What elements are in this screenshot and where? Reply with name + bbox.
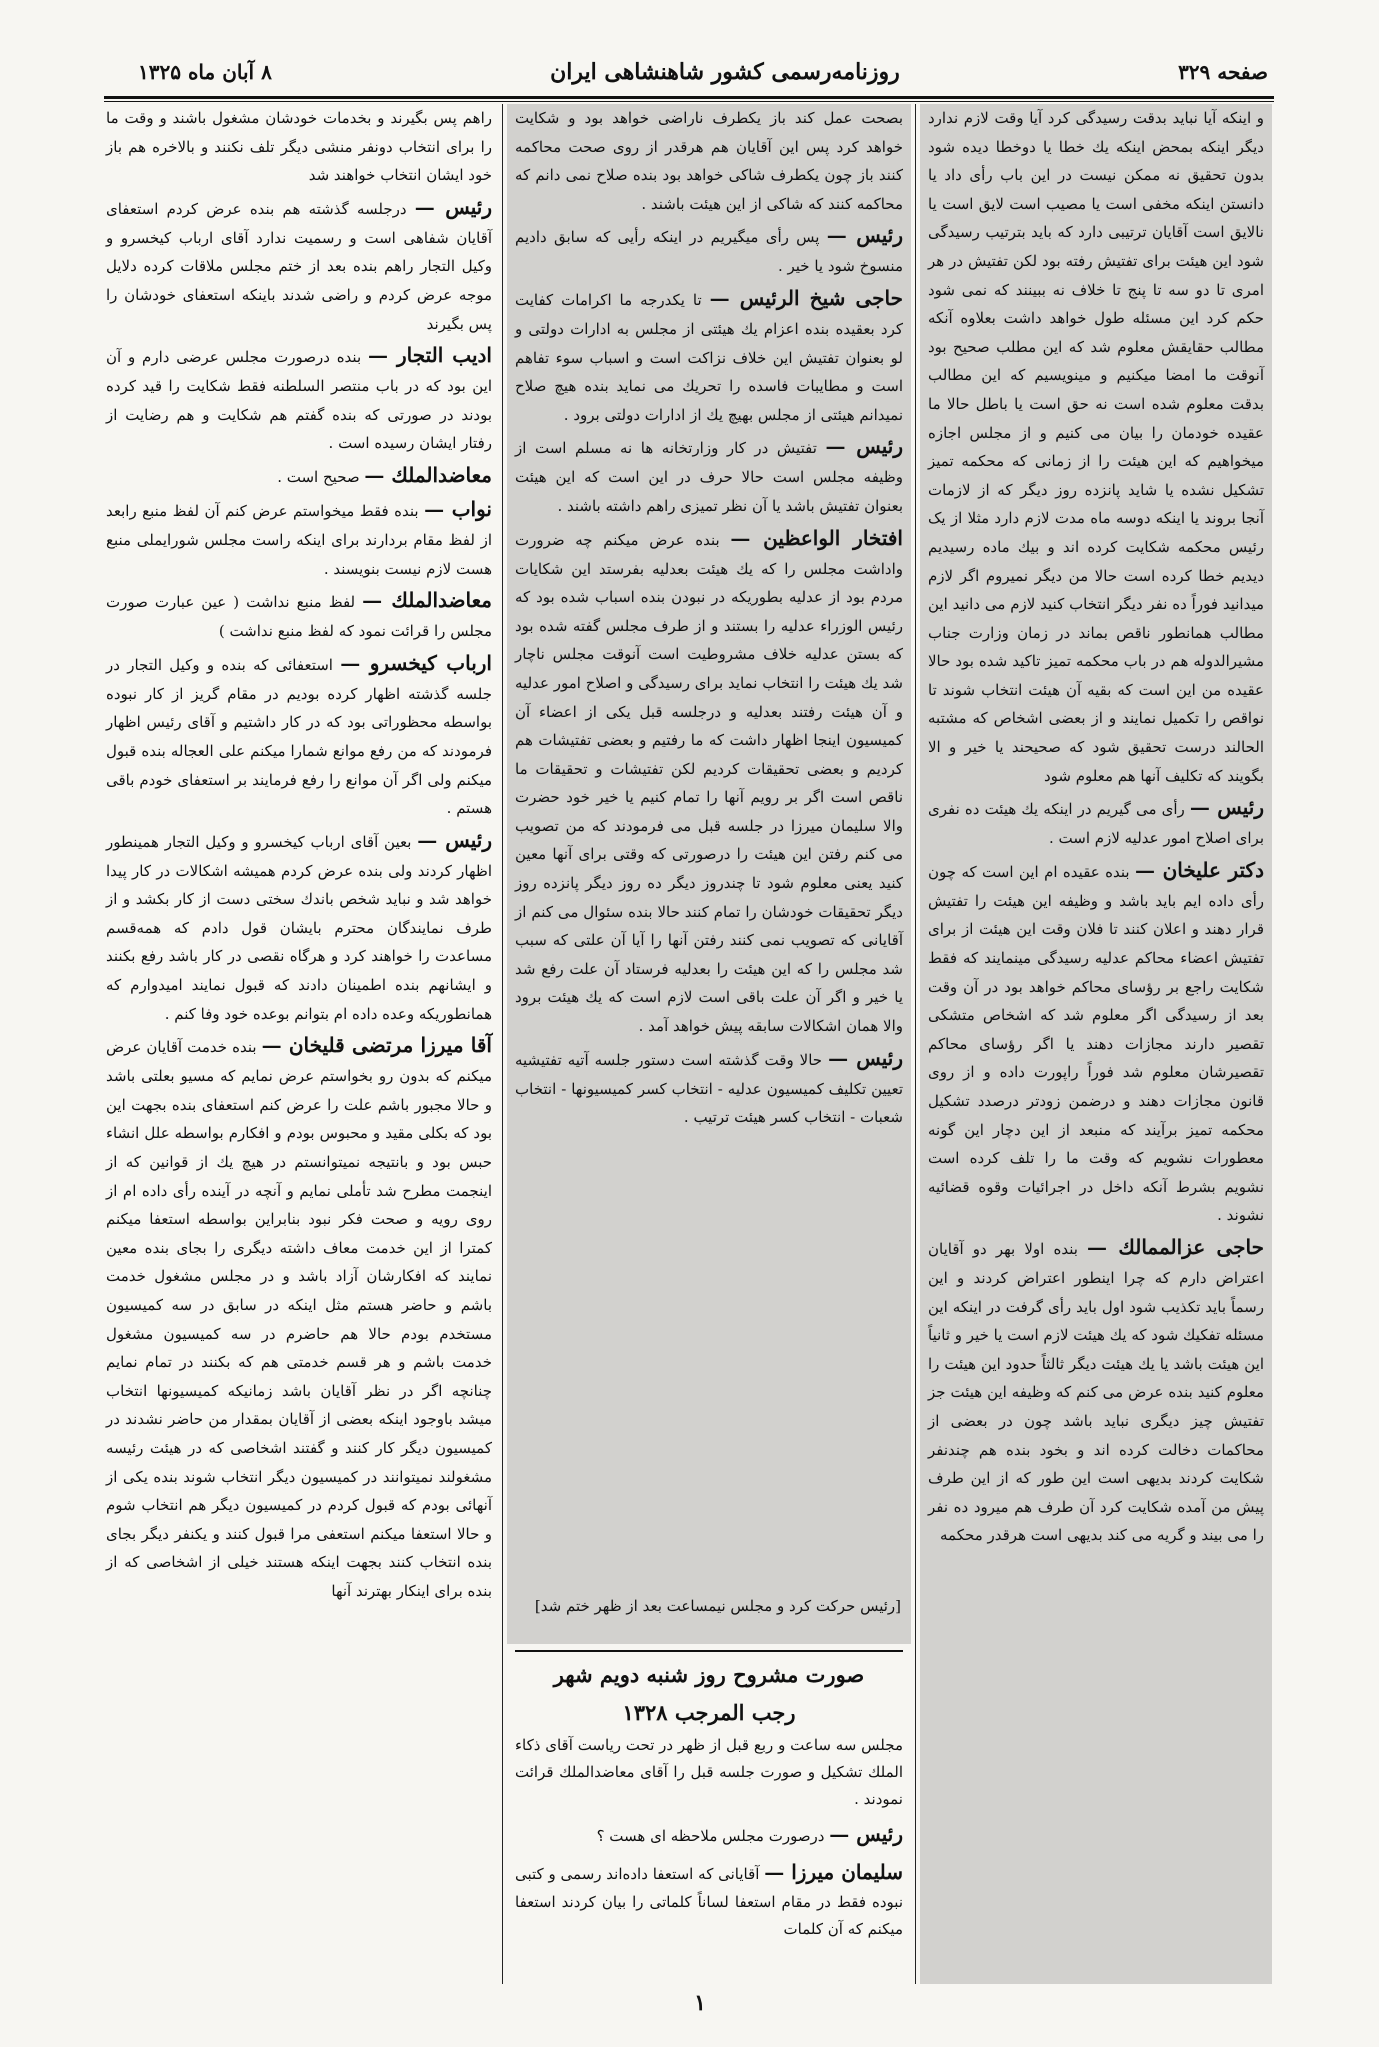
- speaker-paragraph: [515, 429, 903, 520]
- speaker-name: معاضدالملك —: [364, 462, 492, 487]
- speaker-paragraph: [106, 1028, 492, 1605]
- session-end-note: [رئیس حرکت کرد و مجلس نیمساعت بعد از ظهر ختم شد]: [507, 1594, 911, 1644]
- speech-text: بنده اولا بهر دو آقایان اعتراض دارم که چرا اینطور اعتراض کردند و این رسماً باید تکذیب شود اول باید رأی گرفت در اینکه این مسئله تفکیك شود که یك هیئت لازم است یا خیر و ثانیاً این هیئت باشد یا یك هیئت دیگر ثالثاً حدود این هیئت را معلوم کنید بنده عرض می کنم که وظیفه این هیئت جز تفتیش چیز دیگری نباید باشد چون در بعضی از محاکمات دخالت کرده اند و بخود بنده هم چندنفر شکایت کردند بدیهی است این طور که از این طرف پیش من آمده شکایت کرد آن طرف هم میرود ده نفر را می بیند و گریه می کند بدیهی است هرقدر محکمه: [928, 1239, 1264, 1545]
- speaker-paragraph: [515, 1817, 903, 1851]
- speaker-paragraph: [106, 823, 492, 1029]
- paragraph: راهم پس بگیرند و بخدمات خودشان مشغول باشند و وقت ما را برای انتخاب دونفر منشی دیگر تلف نکنند و بالاخره هم باز خود ایشان انتخاب خواهند شد: [106, 109, 492, 185]
- speech-text: بنده عقیده ام این است که چون رأی داده ایم باید باشد و وظیفه این هیئت را تفتیش قرار دهند و اعلان کنند تا فلان وقت این هیئت از برای تفتیش اعضاء محاکم عدلیه رسیدگی مینمایند که فقط شکایت راجع بر رؤسای محاکم خواهد بود در آن وقت بعد از رسیدگی اگر معلوم شد که اشخاص متشکی تقصیر دارند مجازات دهند یا اگر رؤسای محاکم تقصیرشان معلوم شد فوراً راپورت داده و از روی قانون مجازات دهند و درضمن زودتر درصدد تشکیل محکمه تمیز برآیند که منبعد از این دچار این گونه معطورات نشویم که وقت ما را تلف کرده است نشویم بشرط آنکه داخل در اجرائیات وقوه قضائیه نشوند .: [928, 862, 1264, 1225]
- speaker-paragraph: [928, 853, 1264, 1230]
- speech-text: پس رأی میگیریم در اینکه رأیی که سابق دادیم منسوخ شود یا خیر .: [515, 228, 903, 276]
- column-middle: [507, 104, 911, 1644]
- speaker-name: رئیس —: [829, 1822, 903, 1846]
- speech-text: بنده درصورت مجلس عرضی دارم و آن این بود که در باب منتصر السلطنه فقط شکایت را قید کرده بودند در صورتی که بنده گفتم هم شکایت و هم رضایت از رفتار ایشان رسیده است .: [106, 348, 492, 453]
- speaker-name: حاجی عزالممالك —: [1087, 1234, 1264, 1259]
- speaker-name: رئیس —: [826, 223, 903, 248]
- paragraph: مجلس سه ساعت و ربع قبل از ظهر در تحت ریاست آقای ذکاء الملك تشکیل و صورت جلسه قبل را آقای معاضدالملك قرائت نمودند .: [515, 1736, 903, 1808]
- speaker-name: حاجی شیخ الرئیس —: [709, 285, 903, 310]
- speech-text: صحیح است .: [277, 467, 360, 486]
- session-transcript-box: [507, 1650, 911, 1984]
- speaker-paragraph: [515, 218, 903, 281]
- speaker-paragraph: [106, 646, 492, 823]
- column-right: [920, 104, 1272, 1984]
- speaker-paragraph: [106, 190, 492, 338]
- session-title-line1: صورت مشروح روز شنبه دویم شهر: [553, 1662, 865, 1687]
- speech-text: بنده خدمت آقایان عرض میکنم که بدون رو بخواستم عرض نمایم که مسیو بعلتی باشد و حالا مجبور باشم علت را عرض کنم استعفای بنده بجهت این بود که بکلی مقید و محبوس بودم و افکارم بواسطه علل انشاء حبس بود و بانتیجه نمیتوانستم در هیچ یك از قوانین که از اینجمت مطرح شد تأملی نمایم و آنچه در آینده رأی داده ام از روی رویه و صحت فکر نبود بنابراین بواسطه استعفا میکنم کمترا از این خدمت معاف داشته دیگری را بجای بنده معین نمایند که افکارشان آزاد باشد و در مجلس مشغول خدمت باشم و حاضر هستم مثل اینکه در سابق در سه کمیسیون مستخدم بودم حالا هم حاضرم در سه کمیسیون مشغول خدمت باشم و هر قسم خدمتی هم که بکنند در تمام نمایم چنانچه اگر در نظر آقایان باشد زمانیکه کمیسیونها انتخاب میشد باوجود اینکه بعضی از آقایان بمقدار من حاضر نشدند در کمیسیون دیگر کار کنند و گفتند اشخاصی که در هیئت رئیسه مشغولند نمیتوانند در کمیسیون دیگر انتخاب شوند بنده یکی از آنهائی بودم که قبول کردم در کمیسیون دیگر هم انتخاب شوم و حالا استعفا میکنم استعفی مرا قبول کنند و یکنفر دیگر بجای بنده انتخاب کنند بجهت اینکه هستند خیلی از اشخاصی که از بنده برای اینکار بهترند آنها: [106, 1038, 492, 1600]
- speaker-paragraph: [515, 281, 903, 429]
- speaker-paragraph: [106, 583, 492, 646]
- speech-text: درصورت مجلس ملاحظه ای هست ؟: [596, 1827, 825, 1845]
- speaker-name: رئیس —: [414, 194, 492, 219]
- paragraph: بصحت عمل کند باز یکطرف ناراضی خواهد بود و شکایت خواهد کرد پس این آقایان هم هرقدر از روی صحت محاکمه کنند باز چون یکطرف شاکی خواهد بود بنده صلاح نمی دانم که محاکمه کنند که شاکی از این هیئت باشند .: [515, 109, 903, 213]
- speech-text: بنده فقط میخواستم عرض کنم آن لفظ منبع رابعد از لفظ مقام بردارند برای اینکه راست مجلس شورایملی منبع هست لازم نیست بنویسند .: [106, 501, 492, 578]
- speaker-name: ادیب التجار —: [367, 343, 492, 368]
- session-title-line2: رجب المرجب ۱۳۲۸: [622, 1700, 796, 1725]
- speaker-name: آقا میرزا مرتضی قلیخان —: [261, 1033, 492, 1058]
- speaker-name: رئیس —: [825, 434, 903, 459]
- speech-text: بعین آقای ارباب کیخسرو و وکیل التجار همینطور اظهار کردند ولی بنده عرض کردم همیشه اشکالات در کار پیدا خواهد شد و نباید شخص باندك سختی دست از کار بکشد و از طرف نمایندگان محترم بایشان قول دادم که همه‌قسم مساعدت را خواهند کرد و هرگاه نقصی در کار باشد رفع بکنند و ایشانهم بنده اطمینان دادند که قبول نمایند امیدوارم که همانطوریکه وعده داده ام بتوانم بوعده خود وفا کنم .: [106, 832, 492, 1023]
- speaker-paragraph: [515, 1041, 903, 1132]
- speaker-name: ارباب کیخسرو —: [340, 650, 492, 675]
- speaker-name: معاضدالملك —: [362, 588, 492, 613]
- speaker-name: نواب —: [424, 496, 492, 521]
- speaker-paragraph: [106, 492, 492, 583]
- speaker-name: رئیس —: [828, 1045, 903, 1070]
- paragraph: و اینکه آیا نباید بدقت رسیدگی کرد آیا وقت لازم ندارد دیگر اینکه بمحض اینکه یك خطا یا دوخطا دیده شود بدون تحقیق نه ممکن نیست در این باب رأی داد یا دانستن اینکه مخفی است یا مصیب است لایق است یا نالایق است آقایان ترتیبی دارد که باید بترتیب رسیدگی شود این هیئت برای تفتیش رفته بود لکن تفتیش در هر امری تا دو سه تا پنج تا خلاف نه ببینند که نمی شود حکم کرد این مسئله طول خواهد داشت بعلاوه آنکه مطالب حقایقش معلوم شد که این مطلب صحیح بود آنوقت ما امضا میکنیم و مینویسیم که این مطالب بدقت معلوم شده است نه حق است یا باطل حالا ما عقیده خودمان را بیان می کنیم و از مجلس اجازه میخواهیم که این هیئت را از زمانی که محکمه تمیز تشکیل نشده یا شاید پانزده روز دیگر که از لازمات آنجا بروند یا اینکه دوسه ماه مدت لازم دارد مثلا از یک رئیس محکمه شکایت کرده اند و بیك ماده رسیدیم دیدیم خطا کرده است حالا من دیگر نمیروم اگر لازم میدانید فوراً ده نفر دیگر انتخاب کنید لازم می دانید این مطالب همانطور ناقص بماند در زمان وزارت جناب مشیرالدوله هم در باب محکمه تمیز تاکید شده بود حالا عقیده من این است که بقیه آن هیئت انتخاب شوند تا نواقص را تکمیل نمایند و از بعضی اشخاص که مشتبه الحالند درست تحقیق شود که صحیحند یا خیر و الا بگویند که تکلیف آنها هم معلوم شود: [928, 109, 1264, 785]
- newspaper-title: روزنامه‌رسمی کشور شاهنشاهی ایران: [550, 59, 900, 85]
- speech-text: لفظ منبع نداشت ( عین عبارت صورت مجلس را قرائت نمود که لفظ منبع نداشت ): [106, 593, 492, 641]
- speaker-paragraph: [928, 1230, 1264, 1550]
- speech-text: آقایانی که استعفا داده‌اند رسمی و کتبی نبوده فقط در مقام استعفا لساناً کلماتی را بیان کردند استعفا میکنم که آن کلمات: [515, 1865, 903, 1938]
- speaker-paragraph: [106, 458, 492, 492]
- speech-text: درجلسه گذشته هم بنده عرض کردم استعفای آقایان شفاهی است و رسمیت ندارد آقای ارباب کیخسرو و وکیل التجار راهم بنده بعد از ختم مجلس ملاقات کرده دلایل موجه عرض کردم و راضی شدند باینکه استعفای خودشان را پس بگیرند: [106, 199, 492, 333]
- speaker-paragraph: [106, 338, 492, 458]
- speaker-name: رئیس —: [1189, 795, 1264, 820]
- speech-text: استعفائی که بنده و وکیل التجار در جلسه گذشته اظهار کرده بودیم در مقام گریز از کار نبوده بواسطه محظوراتی بود که در کار داشتیم و آقای رئیس اظهار فرمودند که من رفع موانع شمارا میکنم علی العجاله بنده قبول میکنم ولی اگر آن موانع را رفع فرمایند بر استعفای خودم باقی هستم .: [106, 655, 492, 818]
- speech-text: رأی می گیریم در اینکه یك هیئت ده نفری برای اصلاح امور عدلیه لازم است .: [928, 800, 1264, 848]
- speaker-name: رئیس —: [417, 827, 492, 852]
- masthead: [138, 50, 1268, 94]
- header-rule: [104, 96, 1274, 99]
- column-left: [100, 104, 498, 1984]
- speaker-paragraph: [928, 790, 1264, 853]
- speech-text: تا یکدرجه ما اکرامات کفایت کرد بعقیده بنده اعزام یك هیئتی از مجلس به ادارات دولتی و لو بعنوان تفتیش این خلاف نزاکت است و اسباب سوء تفاهم است و مطایبات فاسده را تحریك می نماید بنده هیچ صلاح نمیدانم هیئتی از مجلس بهیچ یك از ادارات دولتی برود .: [515, 290, 903, 424]
- issue-date: ۸ آبان ماه ۱۳۲۵: [138, 60, 272, 84]
- header-rule-thin: [104, 101, 1274, 102]
- speaker-paragraph: [515, 521, 903, 1041]
- speech-text: تفتیش در کار وزارتخانه ها نه مسلم است از وظیفه مجلس است حالا حرف در این است که این هیئت بعنوان تفتیش باشد یا آن نظر تمیزی راهم داشته باشند .: [515, 439, 903, 515]
- column-divider-left: [502, 104, 503, 1984]
- page-number-label: صفحه ۳۲۹: [1178, 60, 1268, 84]
- column-divider-right: [915, 104, 916, 1984]
- box-rule: [515, 1650, 903, 1652]
- folio-number: ۱: [694, 1990, 706, 2016]
- speech-text: بنده عرض میکنم چه ضرورت واداشت مجلس را که یك هیئت بعدلیه بفرستد این شکایات مردم بود از عدلیه بطوریکه در نبودن بنده اسباب شده بود که رئیس الوزراء عدلیه را بستند و از طرف مجلس گفته شده بود که بستن عدلیه خلاف مشروطیت است آنوقت مجلس ناچار شد یك هیئت را انتخاب نماید برای رسیدگی و اصلاح امور عدلیه و آن هیئت رفتند بعدلیه و درجلسه قبل یکی از اعضاء آن کمیسیون اینجا اظهار داشت که ما رفتیم و بعضی تفتیشات هم کردیم و بعضی تحقیقات کردیم لکن تفتیشات و تحقیقات ما ناقص است اگر بر رویم آنها را تمام کنیم یا خیر خود حضرت والا سلیمان میرزا در جلسه قبل می فرمودند که من تصویب می کنم رفتن این هیئت را درصورتی که وقتی برای آنها معین کنید یعنی معلوم شود تا چندروز دیگر ده روز دیگر پانزده روز دیگر تحقیقات خودشان را تمام کنند حالا بنده سئوال می کنم از آقایانی که تصویب نمی کنند رفتن آنها را آیا آن علتی که سبب شد مجلس را که این هیئت را بعدلیه فرستاد آن علت رفع شد یا خیر و اگر آن علت باقی است لازم است که یك هیئت برود والا همان اشکالات سابقه پیش خواهد آمد .: [515, 530, 903, 1036]
- speaker-name: دکتر علیخان —: [1135, 857, 1264, 882]
- speaker-name: سلیمان میرزا —: [764, 1860, 903, 1884]
- speech-text: حالا وقت گذشته است دستور جلسه آتیه تفتیشیه تعیین تکلیف کمیسیون عدلیه - انتخاب کسر کمیسیونها - انتخاب شعبات - انتخاب کسر هیئت ترتیب .: [515, 1050, 903, 1127]
- speaker-name: افتخار الواعظین —: [730, 525, 903, 550]
- speaker-paragraph: [515, 1855, 903, 1943]
